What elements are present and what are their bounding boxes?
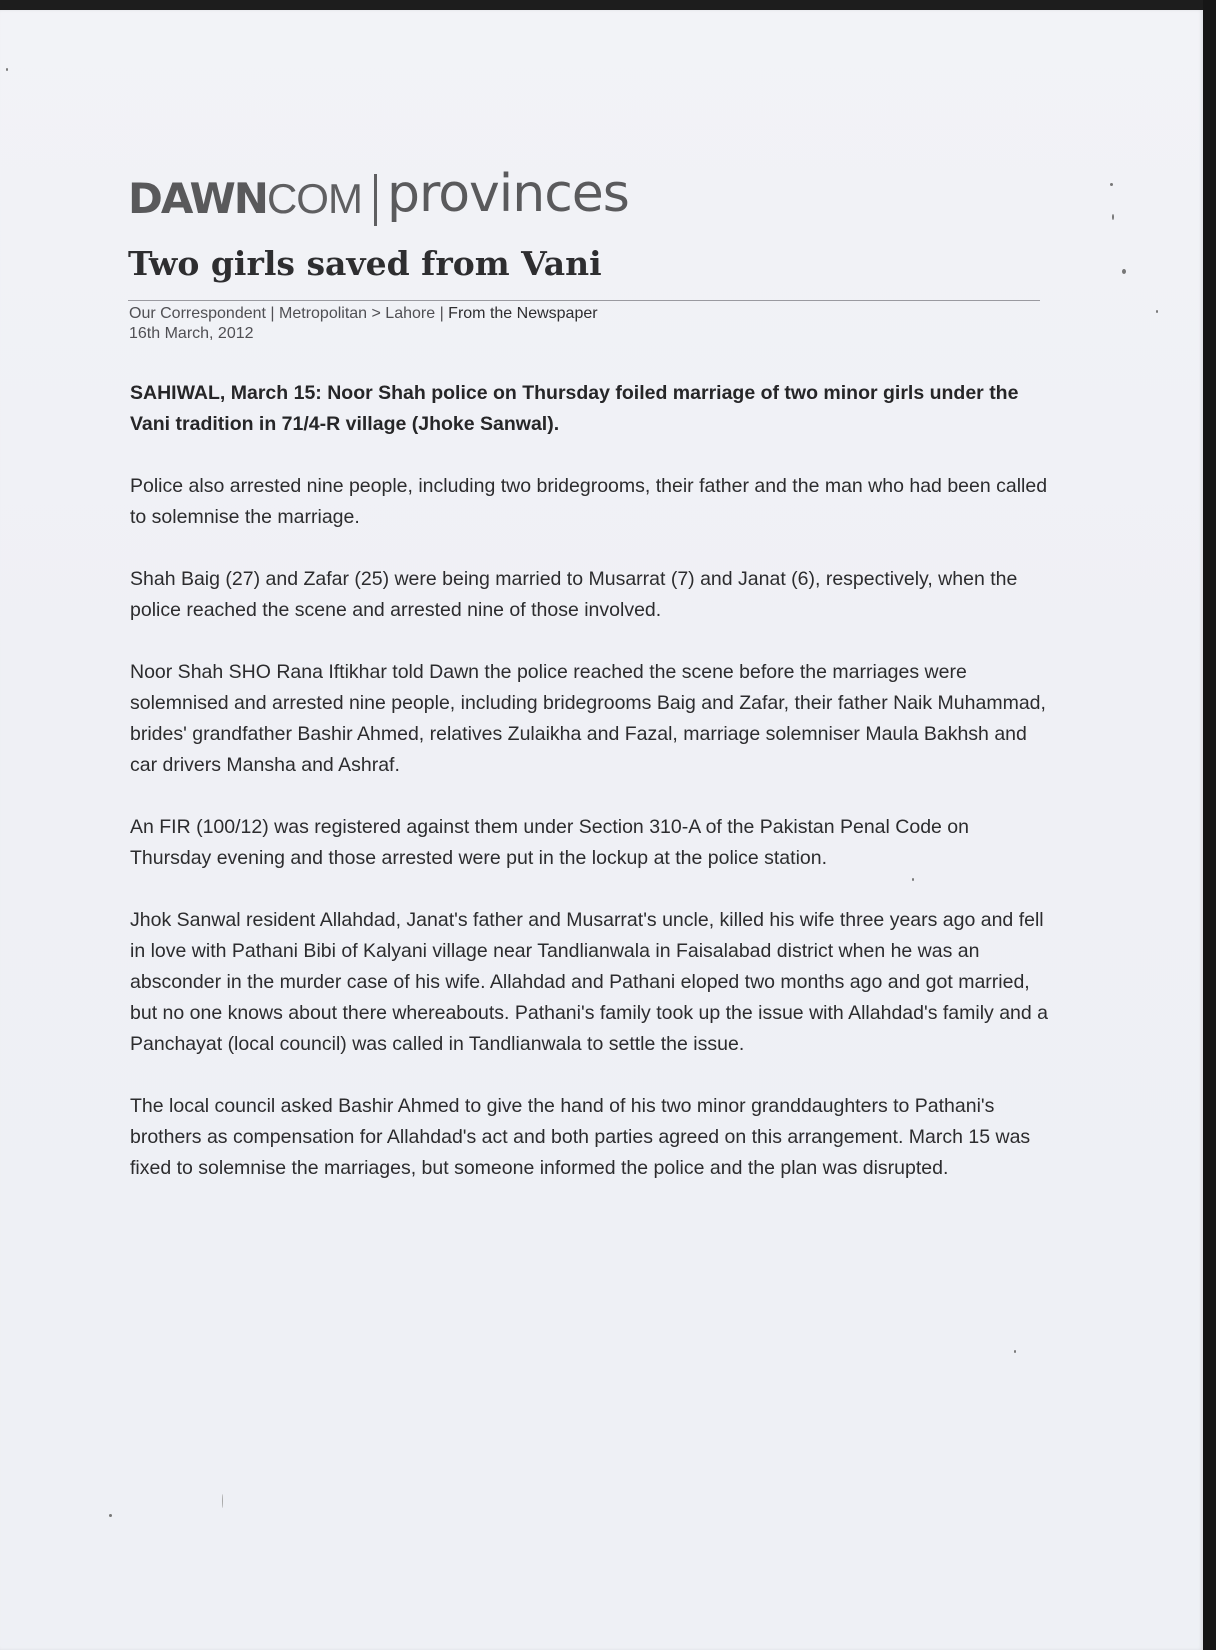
article-paragraph: Police also arrested nine people, including two bridegrooms, their father and the man who had been called to solemnise the marriage. — [130, 475, 1048, 528]
byline-line: Our Correspondent | Metropolitan > Lahore | From the Newspaper — [129, 305, 598, 322]
article-byline — [129, 304, 598, 344]
scan-speck — [1156, 310, 1158, 313]
byline-category: Metropolitan > Lahore — [279, 305, 436, 322]
article-paragraph: The local council asked Bashir Ahmed to give the hand of his two minor granddaughters to Pathani's brothers as compensation for Allahdad's act and both parties agreed on this arrangement. March 15 was fixed to solemnise the marriages, but someone informed the police and the plan was disrupted. — [130, 1095, 1031, 1179]
scan-speck — [1014, 1350, 1016, 1353]
masthead-brand-suffix: COM — [266, 175, 362, 222]
masthead-logo — [128, 160, 629, 224]
article-paragraph: Noor Shah SHO Rana Iftikhar told Dawn the police reached the scene before the marriages were solemnised and arrested nine people, including bridegrooms Baig and Zafar, their father Naik Muhammad, brides' grandfather Bashir Ahmed, relatives Zulaikha and Fazal, marriage solemniser Maula Bakhsh and car drivers Mansha and Ashraf. — [130, 661, 1046, 776]
headline-divider — [128, 300, 1040, 301]
article-paragraph: Jhok Sanwal resident Allahdad, Janat's father and Musarrat's uncle, killed his wife three years ago and fell in love with Pathani Bibi of Kalyani village near Tandlianwala in Faisalabad district when he was an absconder in the murder case of his wife. Allahdad and Pathani eloped two months ago and got married, but no one knows about there whereabouts. Pathani's family took up the issue with Allahdad's family and a Panchayat (local council) was called in Tandlianwala to settle the issue. — [130, 909, 1049, 1055]
article-body — [130, 378, 1050, 1215]
article-headline: Two girls saved from Vani — [128, 244, 602, 283]
masthead-section: provinces — [386, 164, 629, 224]
scan-top-edge — [0, 0, 1216, 10]
scan-speck — [109, 1514, 112, 1517]
scan-speck — [1122, 269, 1126, 274]
scan-speck — [1112, 214, 1114, 220]
byline-author: Our Correspondent — [129, 305, 266, 322]
scan-speck — [1110, 183, 1113, 186]
article-paragraph: An FIR (100/12) was registered against them under Section 310-A of the Pakistan Penal Code on Thursday evening and those arrested were put in the lockup at the police station. — [130, 816, 969, 869]
masthead-divider — [374, 174, 377, 226]
scan-speck — [222, 1494, 223, 1508]
byline-date: 16th March, 2012 — [129, 325, 254, 342]
scan-speck — [6, 68, 8, 71]
article-paragraph: Shah Baig (27) and Zafar (25) were being married to Musarrat (7) and Janat (6), respectively, when the police reached the scene and arrested nine of those involved. — [130, 568, 1018, 621]
masthead-brand: DAWN — [128, 174, 267, 223]
byline-source: From the Newspaper — [448, 305, 598, 322]
scan-right-edge — [1203, 0, 1216, 1650]
article-lead: SAHIWAL, March 15: Noor Shah police on Thursday foiled marriage of two minor girls under the Vani tradition in 71/4-R village (Jhoke Sanwal). — [130, 382, 1019, 435]
scan-speck — [912, 878, 914, 881]
